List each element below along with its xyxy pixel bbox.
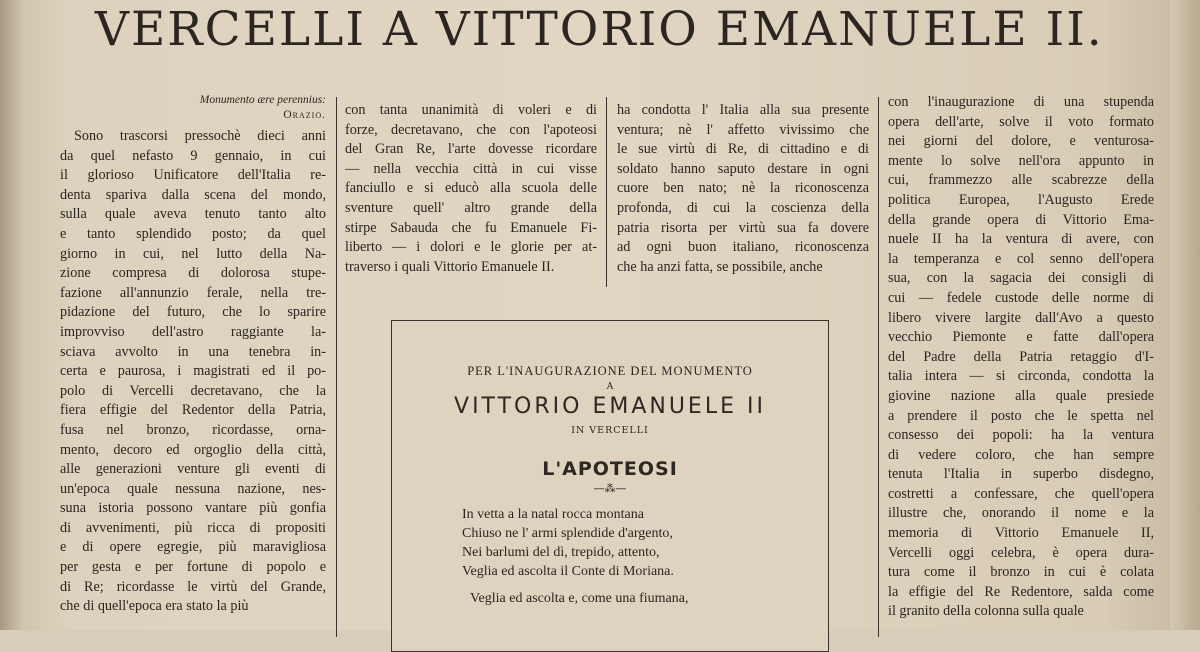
page-title: VERCELLI A VITTORIO EMANUELE II.	[95, 2, 1104, 57]
text-line: che ha anzi fatta, se possibile, anche	[617, 258, 823, 275]
text-line: fanciullo e si educò alla scuola delle	[345, 180, 597, 197]
text-line: le sue virtù di Re, di cittadino e di	[617, 141, 869, 158]
column-rule-2	[606, 97, 607, 287]
poem-verse: Veglia ed ascolta e, come una fiumana,	[470, 591, 689, 606]
text-line: denta spariva dalla scena del mondo,	[60, 186, 326, 203]
text-line: costretti a confessare, che quell'opera	[888, 485, 1154, 502]
text-line: opera dell'arte, solve il voto formato	[888, 113, 1154, 130]
text-line: ha condotta l' Italia alla sua presente	[617, 102, 869, 118]
text-line: di vedere coloro, che han sempre	[888, 446, 1154, 463]
text-line: zione compresa di dolorosa stupe-	[60, 265, 326, 282]
column-1-text	[60, 127, 326, 617]
page-left-edge	[0, 0, 22, 630]
page-right-edge	[1170, 0, 1200, 630]
text-line: fusa nel bronzo, ricordasse, orna-	[60, 421, 326, 438]
text-line: del Padre della Patria retaggio d'I-	[888, 348, 1154, 365]
text-line: per gesta e per fortune di popolo e	[60, 559, 326, 576]
text-line: profonda, di cui la coscienza della	[617, 199, 869, 216]
poem-verse: Chiuso ne l' armi splendide d'argento,	[462, 526, 673, 541]
ornament-divider: —⁂—	[593, 482, 627, 495]
text-line: alle generazioni venture gli eventi di	[60, 461, 326, 478]
text-line: e di opere egregie, più maravigliosa	[60, 539, 326, 556]
text-line: sua, con la sagacia dei consigli di	[888, 270, 1154, 287]
text-line: e tanto splendido posto; da quel	[60, 225, 326, 242]
poem-verse: Veglia ed ascolta il Conte di Moriana.	[462, 564, 674, 579]
text-line: giovine nazione alla quale presiede	[888, 387, 1154, 404]
text-line: ventura; nè l' affetto vivissimo che	[617, 121, 869, 138]
text-line: giorno in cui, nel lutto della Na-	[60, 245, 326, 262]
text-line: di avvenimenti, più ricca di propositi	[60, 519, 326, 536]
column-4-text	[888, 93, 1154, 622]
text-line: tura come il bronzo in cui è colata	[888, 564, 1154, 581]
text-line: stirpe Sabauda che fu Emanuele Fi-	[345, 219, 597, 236]
text-line: il glorioso Unificatore dell'Italia re-	[60, 167, 326, 184]
poem-box-heading: PER L'INAUGURAZIONE DEL MONUMENTO	[467, 364, 753, 378]
column-rule-3	[878, 97, 879, 637]
text-line: polo di Vercelli decretavano, che la	[60, 382, 326, 399]
text-line: consesso dei popoli: ha la ventura	[888, 427, 1154, 444]
text-line: la temperanza e col senno dell'opera	[888, 250, 1154, 267]
text-line: cui, frammezzo alle scabrezze della	[888, 172, 1154, 189]
text-line: la effigie del Re Redentore, salda come	[888, 583, 1154, 600]
text-line: con tanta unanimità di voleri e di	[345, 102, 597, 118]
text-line: Vercelli oggi celebra, è opera dura-	[888, 544, 1154, 561]
article-column-2	[345, 101, 597, 277]
text-line: fiera effigie del Redentor della Patria,	[60, 402, 326, 419]
poem-box-a: A	[606, 382, 614, 392]
text-line: che di quell'epoca era stato la più	[60, 598, 249, 615]
text-line: talia intera — si circonda, condotta la	[888, 368, 1154, 385]
text-line: illustre che, onorando il nome e la	[888, 505, 1154, 522]
text-line: mente lo solve nell'ora appunto in	[888, 152, 1154, 169]
text-line: — nella vecchia città in cui visse	[345, 160, 597, 177]
text-line: mento, decoro ed orgoglio della città,	[60, 441, 326, 458]
article-column-3	[617, 101, 869, 277]
text-line: fazione all'annunzio ferale, nella tre-	[60, 284, 326, 301]
text-line: vecchio Piemonte e fatte dall'opera	[888, 329, 1154, 346]
epigraph-quote: Monumento ære perennius:	[199, 94, 326, 106]
text-line: certa e paurosa, i magistrati ed il po-	[60, 363, 326, 380]
text-line: liberto — i dolori e le glorie per at-	[345, 239, 597, 256]
text-line: tenuta l'Italia in superbo disdegno,	[888, 466, 1154, 483]
text-line: forze, decretavano, che con l'apoteosi	[345, 121, 597, 138]
article-column-1	[60, 93, 326, 617]
text-line: un'epoca quale nessuna nazione, nes-	[60, 480, 326, 497]
text-line: nuele II ha la ventura di avere, con	[888, 231, 1154, 248]
text-line: a prendere il posto che le spetta nel	[888, 407, 1154, 424]
poem-verse: In vetta a la natal rocca montana	[462, 507, 644, 522]
text-line: nei giorni del dolore, e venturosa-	[888, 133, 1154, 150]
poem-box-place: IN VERCELLI	[571, 425, 649, 436]
poem-box	[391, 320, 829, 652]
text-line: cui — fedele custode delle norme di	[888, 289, 1154, 306]
text-line: del Gran Re, l'arte dovesse ricordare	[345, 141, 597, 158]
text-line: Sono trascorsi pressochè dieci anni	[74, 128, 326, 144]
text-line: memoria di Vittorio Emanuele II,	[888, 525, 1154, 542]
poem-verses	[462, 505, 828, 608]
article-column-4	[888, 93, 1154, 622]
text-line: politica Europea, l'Augusto Erede	[888, 191, 1154, 208]
text-line: da quel nefasto 9 gennaio, in cui	[60, 147, 326, 164]
text-line: di Re; ricordasse le virtù del Grande,	[60, 578, 326, 595]
text-line: soldato hanno saputo destare in ogni	[617, 160, 869, 177]
text-line: libero vivere largite dall'Avo a questo	[888, 309, 1154, 326]
text-line: con l'inaugurazione di una stupenda	[888, 94, 1154, 110]
text-line: patria risorta per virtù sua fa dovere	[617, 219, 869, 236]
text-line: ad ogni buon italiano, riconoscenza	[617, 239, 869, 256]
column-2-text	[345, 101, 597, 277]
text-line: improvviso dell'astro raggiante la-	[60, 323, 326, 340]
column-rule-1	[336, 97, 337, 637]
epigraph-author: Orazio.	[283, 109, 326, 121]
poem-verse: Nei barlumi del dì, trepido, attento,	[462, 545, 660, 560]
text-line: sciava avvolto in una tenebra in-	[60, 343, 326, 360]
text-line: traverso i quali Vittorio Emanuele II.	[345, 258, 555, 275]
text-line: il granito della colonna sulla quale	[888, 603, 1084, 620]
poem-box-name: VITTORIO EMANUELE II	[454, 394, 766, 419]
poem-title: L'APOTEOSI	[542, 458, 678, 480]
column-3-text	[617, 101, 869, 277]
text-line: sventure quell' altro grande della	[345, 199, 597, 216]
text-line: cuore ben nato; nè la riconoscenza	[617, 180, 869, 197]
text-line: pidazione del futuro, che lo sparire	[60, 304, 326, 321]
text-line: della grande opera di Vittorio Ema-	[888, 211, 1154, 228]
text-line: sulla quale aveva tenuto tanto alto	[60, 206, 326, 223]
text-line: suna istoria possono vantare più gonfia	[60, 500, 326, 517]
